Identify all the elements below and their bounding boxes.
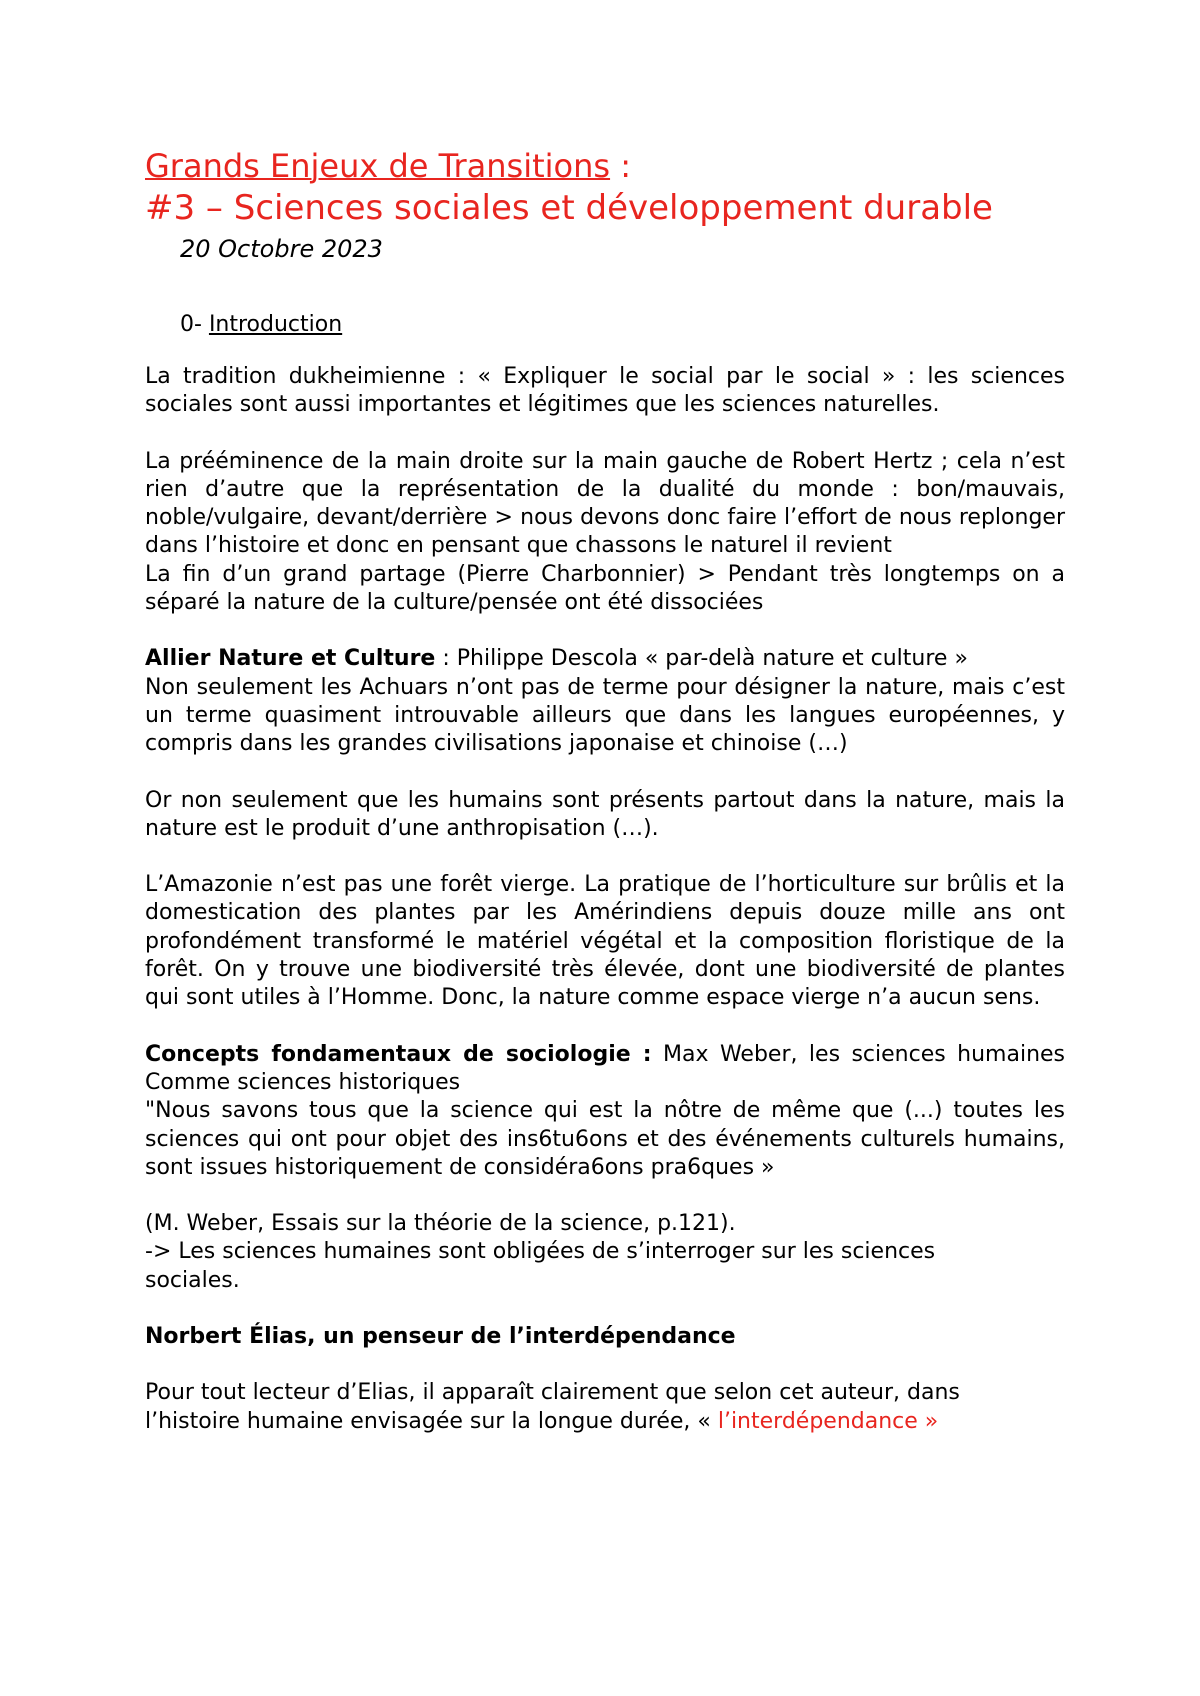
elias-interdependance: l’interdépendance » bbox=[717, 1408, 939, 1434]
paragraph-weber-quote: "Nous savons tous que la science qui est la nôtre de même que (...) toutes les sciences qui ont pour objet des ins6tu6ons et des événements culturels humains, sont issues historiquement de considéra6ons pra6ques » bbox=[145, 1098, 1065, 1180]
section-number: 0- bbox=[180, 312, 202, 337]
paragraph-descola-heading bbox=[145, 645, 1065, 673]
weber-rest: Max Weber, les sciences humaines Comme sciences historiques bbox=[145, 1041, 1066, 1095]
paragraph-hertz: La prééminence de la main droite sur la main gauche de Robert Hertz ; cela n’est rien d’autre que la représentation de la dualité du monde : bon/mauvais, noble/vulgaire, devant/derrière > nous devons donc faire l’effort de nous replonger dans l’histoire et donc en pensant que chassons le naturel il revient bbox=[145, 448, 1065, 559]
section-heading bbox=[180, 311, 1065, 339]
paragraph-elias-heading bbox=[145, 1323, 1065, 1351]
paragraph-achuars: Non seulement les Achuars n’ont pas de terme pour désigner la nature, mais c’est un terme quasiment introuvable ailleurs que dans les langues européennes, y compris dans les grandes civilisations japonaise et chinoise (…) bbox=[145, 674, 1065, 757]
document-title bbox=[145, 145, 1065, 187]
paragraph-anthropisation: Or non seulement que les humains sont présents partout dans la nature, mais la nature est le produit d’une anthropisation (…). bbox=[145, 787, 1065, 841]
elias-heading-bold: Norbert Élias, un penseur de l’interdépendance bbox=[145, 1324, 736, 1350]
paragraph-durkheim: La tradition dukheimienne : « Expliquer le social par le social » : les sciences sociales sont aussi importantes et légitimes que les sciences naturelles. bbox=[145, 364, 1065, 418]
descola-bold-label: Allier Nature et Culture bbox=[145, 646, 436, 672]
weber-bold-label: Concepts fondamentaux de sociologie : bbox=[145, 1041, 652, 1067]
paragraph-weber-reference: (M. Weber, Essais sur la théorie de la science, p.121). bbox=[145, 1211, 736, 1237]
title-main: Grands Enjeux de Transitions bbox=[145, 147, 611, 185]
paragraph-weber bbox=[145, 1041, 1065, 1098]
elias-line-2: l’histoire humaine envisagée sur la longue durée, « bbox=[145, 1408, 718, 1434]
title-colon: : bbox=[610, 147, 632, 185]
paragraph-amazonie: L’Amazonie n’est pas une forêt vierge. La pratique de l’horticulture sur brûlis et la domestication des plantes par les Amérindiens depuis douze mille ans ont profondément transformé le matériel végétal et la composition floristique de la forêt. On y trouve une biodiversité très élevée, dont une biodiversité de plantes qui sont utiles à l’Homme. Donc, la nature comme espace vierge n’a aucun sens. bbox=[145, 872, 1065, 1011]
descola-heading-rest: : Philippe Descola « par-delà nature et culture » bbox=[435, 646, 968, 672]
document-page bbox=[145, 145, 1065, 1436]
elias-line-1: Pour tout lecteur d’Elias, il apparaît clairement que selon cet auteur, dans bbox=[145, 1380, 960, 1406]
paragraph-elias bbox=[145, 1379, 1065, 1436]
section-title: Introduction bbox=[208, 312, 343, 337]
paragraph-charbonnier: La fin d’un grand partage (Pierre Charbonnier) > Pendant très longtemps on a séparé la nature de la culture/pensée ont été dissociées bbox=[145, 561, 1065, 616]
paragraph-weber-conclusion: -> Les sciences humaines sont obligées de s’interroger sur les sciences sociales. bbox=[145, 1239, 936, 1293]
document-date: 20 Octobre 2023 bbox=[180, 235, 383, 263]
document-subtitle: #3 – Sciences sociales et développement durable bbox=[145, 188, 993, 228]
